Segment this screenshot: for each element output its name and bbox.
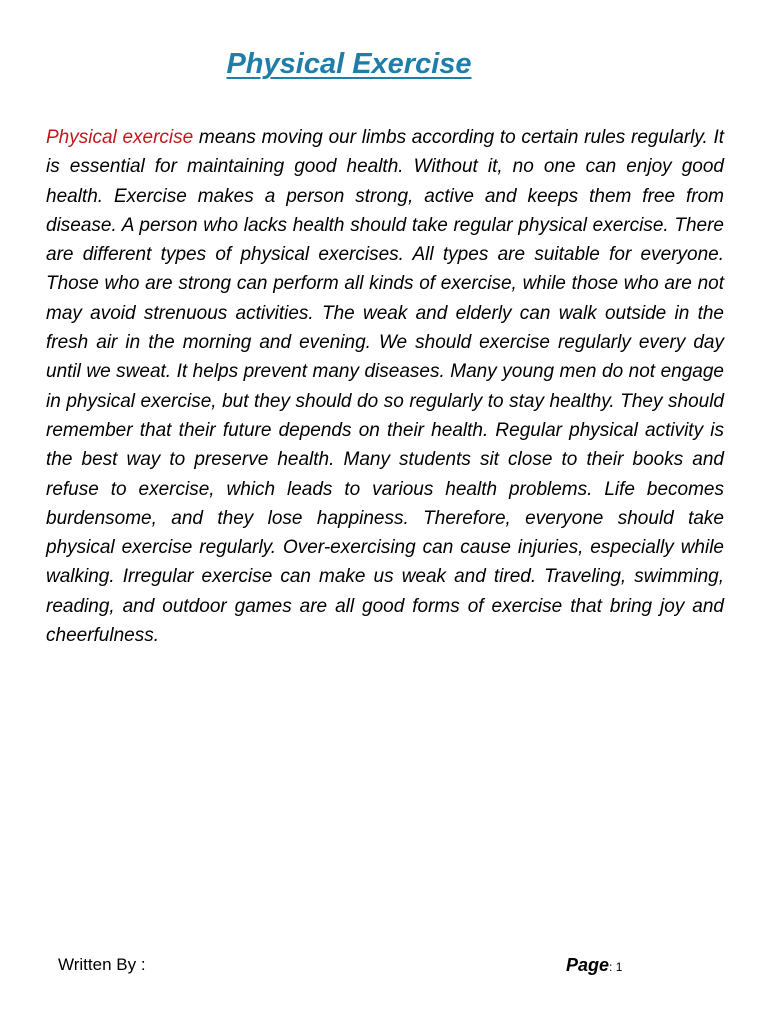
body-paragraph bbox=[46, 123, 724, 650]
written-by-label: Written By : bbox=[58, 955, 146, 974]
page-footer bbox=[0, 955, 768, 979]
document-title: Physical Exercise bbox=[226, 48, 472, 80]
body-text: means moving our limbs according to certain rules regularly. It is essential for maintaining good health. Without it, no one can enjoy good health. Exercise makes a person strong, active and keeps them free from disease. A person who lacks health should take regular physical exercise. There are different types of physical exercises. All types are suitable for everyone. Those who are strong can perform all kinds of exercise, while those who are not may avoid strenuous activities. The weak and elderly can walk outside in the fresh air in the morning and evening. We should exercise regularly every day until we sweat. It helps prevent many diseases. Many young men do not engage in physical exercise, but they should do so regularly to stay healthy. They should remember that their future depends on their health. Regular physical activity is the best way to preserve health. Many students sit close to their books and refuse to exercise, which leads to various health problems. Life becomes burdensome, and they lose happiness. Therefore, everyone should take physical exercise regularly. Over-exercising can cause injuries, especially while walking. Irregular exercise can make us weak and tired. Traveling, swimming, reading, and outdoor games are all good forms of exercise that bring joy and cheerfulness. bbox=[46, 127, 724, 647]
page-value: : 1 bbox=[609, 960, 623, 974]
highlighted-term: Physical exercise bbox=[46, 127, 194, 148]
page-number bbox=[566, 955, 622, 976]
page-label: Page bbox=[566, 955, 610, 975]
